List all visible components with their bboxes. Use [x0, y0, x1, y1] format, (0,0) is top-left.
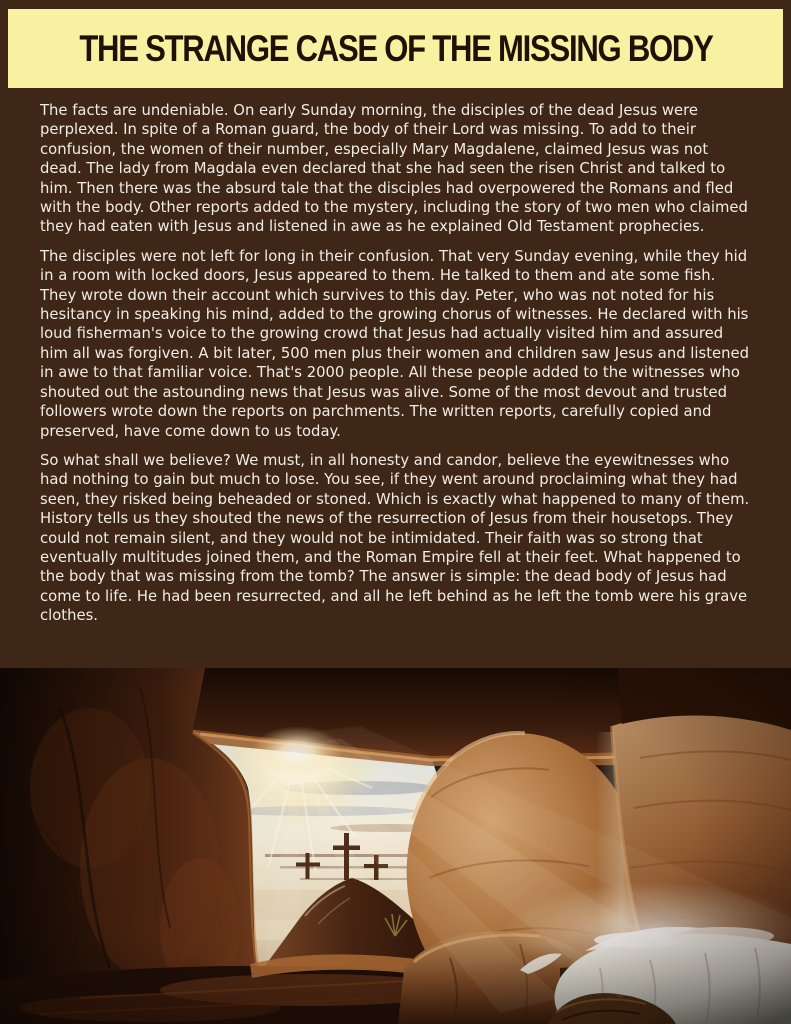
article-body — [40, 101, 751, 666]
paragraph-3: So what shall we believe? We must, in all honesty and candor, believe the eyewitnesses who had nothing to gain but much to lose. You see, if they went around proclaiming what they had seen, they risked being beheaded or stoned. Which is exactly what happened to many of them. History tells us they shouted the news of the resurrection of Jesus from their housetops. They could not remain silent, and they would not be intimidated. Their faith was so strong that eventually multitudes joined them, and the Roman Empire fell at their feet. What happened to the body that was missing from the tomb? The answer is simple: the dead body of Jesus had come to life. He had been resurrected, and all he left behind as he left the tomb were his grave clothes. — [40, 451, 750, 625]
empty-tomb-photo — [0, 668, 791, 1024]
title-banner — [8, 9, 783, 88]
empty-tomb-illustration — [0, 668, 791, 1024]
paragraph-2: The disciples were not left for long in their confusion. That very Sunday evening, while they hid in a room with locked doors, Jesus appeared to them. He talked to them and ate some fish. They wrote down their account which survives to this day. Peter, who was not noted for his hesitancy in speaking his mind, added to the growing chorus of witnesses. He declared with his loud fisherman's voice to the growing crowd that Jesus had actually visited him and assured him all was forgiven. A bit later, 500 men plus their women and children saw Jesus and listened in awe to that familiar voice. That's 2000 people. All these people added to the witnesses who shouted out the astounding news that Jesus was alive. Some of the most devout and trusted followers wrote down the reports on parchments. The written reports, carefully copied and preserved, have come down to us today. — [40, 247, 750, 440]
vignette — [0, 668, 791, 1024]
paragraph-1: The facts are undeniable. On early Sunday morning, the disciples of the dead Jesus were perplexed. In spite of a Roman guard, the body of their Lord was missing. To add to their confusion, the women of their number, especially Mary Magdalene, claimed Jesus was not dead. The lady from Magdala even declared that she had seen the risen Christ and talked to him. Then there was the absurd tale that the disciples had overpowered the Romans and fled with the body. Other reports added to the mystery, including the story of two men who claimed they had eaten with Jesus and listened in awe as he explained Old Testament prophecies. — [40, 102, 748, 236]
page-title: THE STRANGE CASE OF THE MISSING BODY — [78, 27, 713, 69]
